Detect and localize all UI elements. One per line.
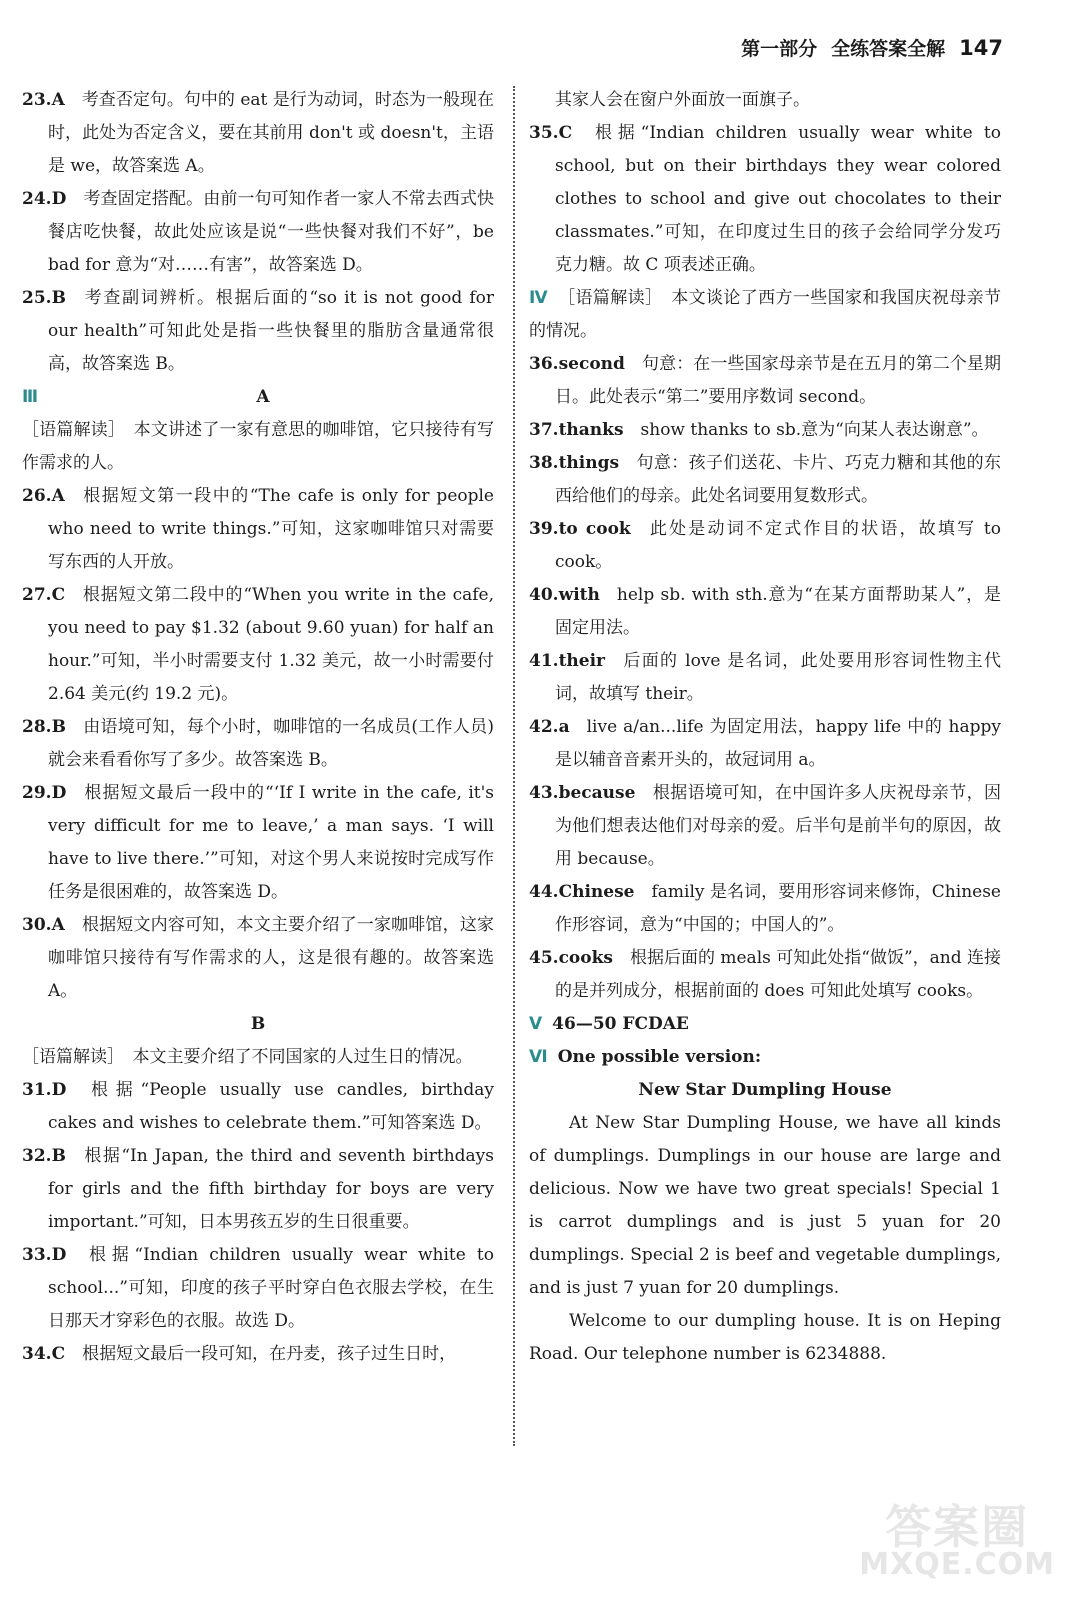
answer-item	[529, 645, 1001, 711]
answer-number: 42.a	[529, 717, 570, 737]
section-3-numeral: Ⅲ	[22, 387, 39, 407]
section-6-numeral: Ⅵ	[529, 1047, 548, 1067]
answer-explanation: 句意：孩子们送花、卡片、巧克力糖和其他的东西给他们的母亲。此处名词要用复数形式。	[555, 453, 1001, 506]
left-column	[22, 84, 494, 1371]
answer-number: 24.D	[22, 189, 67, 209]
section-5-numeral: Ⅴ	[529, 1014, 543, 1034]
answer-number: 23.A	[22, 90, 65, 110]
passage-b-intro: ［语篇解读］ 本文主要介绍了不同国家的人过生日的情况。	[22, 1047, 473, 1067]
answer-explanation: 后面的 love 是名词，此处要用形容词性物主代词，故填写 their。	[555, 651, 1001, 704]
answer-number: 34.C	[22, 1344, 66, 1364]
answer-explanation: 根据“Indian children usually wear white to school...”可知，印度的孩子平时穿白色衣服去学校，在生日那天才穿彩色的衣服。故选 D。	[48, 1245, 494, 1331]
answer-explanation: 此处是动词不定式作目的状语，故填写 to cook。	[555, 519, 1001, 572]
answer-explanation: 根据“In Japan, the third and seventh birthdays for girls and the fifth birthday for boys are very important.”可知，日本男孩五岁的生日很重要。	[48, 1146, 494, 1232]
answer-item	[529, 579, 1001, 645]
answer-list	[529, 117, 1001, 282]
answer-number: 38.things	[529, 453, 620, 473]
answer-item	[22, 84, 494, 183]
answer-list	[529, 348, 1001, 1008]
essay-paragraph: At New Star Dumpling House, we have all kinds of dumplings. Dumplings in our house are large and delicious. Now we have two great specials! Special 1 is carrot dumplings and is just 5 yuan for 20 dumplings. Special 2 is beef and vegetable dumplings, and is just 7 yuan for 20 dumplings.	[529, 1113, 1001, 1298]
watermark-text: 答案圈	[885, 1500, 1030, 1554]
answer-item	[22, 183, 494, 282]
answer-explanation: 根据后面的 meals 可知此处指“做饭”，and 连接的是并列成分，根据前面的 does 可知此处填写 cooks。	[555, 948, 1002, 1001]
answer-explanation: 句意：在一些国家母亲节是在五月的第二个星期日。此处表示“第二”要用序数词 second。	[555, 354, 1001, 407]
answer-number: 31.D	[22, 1080, 67, 1100]
page-number: 147	[959, 36, 1003, 60]
watermark-url: MXQE.COM	[859, 1547, 1055, 1582]
answer-number: 39.to cook	[529, 519, 631, 539]
answer-item	[22, 480, 494, 579]
answer-number: 36.second	[529, 354, 625, 374]
section-4-numeral: Ⅳ	[529, 288, 549, 308]
answer-explanation: live a/an...life 为固定用法，happy life 中的 happy 是以辅音音素开头的，故冠词用 a。	[555, 717, 1001, 770]
answer-explanation: family 是名词，要用形容词来修饰，Chinese 作形容词，意为“中国的；中国人的”。	[555, 882, 1001, 935]
answer-item	[529, 711, 1001, 777]
answer-item	[529, 117, 1001, 282]
answer-number: 37.thanks	[529, 420, 624, 440]
answer-number: 25.B	[22, 288, 66, 308]
answer-item	[529, 414, 1001, 447]
answer-number: 40.with	[529, 585, 600, 605]
section-5	[529, 1008, 1001, 1041]
header-section: 第一部分	[741, 38, 818, 60]
answer-explanation: 考查固定搭配。由前一句可知作者一家人不常去西式快餐店吃快餐，故此处应该是说“一些快餐对我们不好”，be bad for 意为“对……有害”，故答案选 D。	[48, 189, 494, 275]
section-6	[529, 1041, 1001, 1074]
answer-explanation: 考查副词辨析。根据后面的“so it is not good for our health”可知此处是指一些快餐里的脂肪含量通常很高，故答案选 B。	[48, 288, 494, 374]
answer-number: 35.C	[529, 123, 573, 143]
answer-explanation: 根据短文内容可知，本文主要介绍了一家咖啡馆，这家咖啡馆只接待有写作需求的人，这是很有趣的。故答案选 A。	[48, 915, 494, 1001]
answer-number: 44.Chinese	[529, 882, 635, 902]
answer-number: 41.their	[529, 651, 606, 671]
answer-item	[529, 942, 1001, 1008]
continued-text: 其家人会在窗户外面放一面旗子。	[555, 90, 810, 110]
answer-explanation: 考查否定句。句中的 eat 是行为动词，时态为一般现在时，此处为否定含义，要在其前用 don't 或 doesn't，主语是 we，故答案选 A。	[48, 90, 494, 176]
answer-list	[22, 1074, 494, 1371]
answer-item	[22, 282, 494, 381]
answer-explanation: 根据短文第一段中的“The cafe is only for people who need to write things.”可知，这家咖啡馆只对需要写东西的人开放。	[48, 486, 494, 572]
answer-number: 32.B	[22, 1146, 66, 1166]
essay-title: New Star Dumpling House	[638, 1080, 892, 1100]
answer-number: 30.A	[22, 915, 65, 935]
section-3-heading	[22, 381, 494, 414]
answer-number: 33.D	[22, 1245, 67, 1265]
answer-item	[22, 1338, 494, 1371]
answer-explanation: help sb. with sth.意为“在某方面帮助某人”，是固定用法。	[555, 585, 1001, 638]
passage-b-label: B	[250, 1014, 266, 1034]
answer-item	[22, 909, 494, 1008]
answer-explanation: 根据“People usually use candles, birthday cakes and wishes to celebrate them.”可知答案选 D。	[48, 1080, 494, 1133]
section-6-label: One possible version:	[557, 1047, 762, 1067]
section-4-intro: ［语篇解读］ 本文谈论了西方一些国家和我国庆祝母亲节的情况。	[529, 288, 1001, 341]
answer-item	[529, 513, 1001, 579]
answer-item	[22, 777, 494, 909]
section-5-answer: 46—50 FCDAE	[552, 1014, 689, 1034]
answer-explanation: 根据短文最后一段中的“‘If I write in the cafe, it's very difficult for me to leave,’ a man says. ‘I will have to live there.’”可知，对这个男人来说按时完成写作任务是很困难的，故答案选 D。	[48, 783, 494, 902]
answer-number: 28.B	[22, 717, 66, 737]
header-title: 全练答案全解	[831, 38, 946, 60]
answer-number: 27.C	[22, 585, 66, 605]
passage-a-intro: ［语篇解读］ 本文讲述了一家有意思的咖啡馆，它只接待有写作需求的人。	[22, 420, 494, 473]
watermark-logo	[859, 1500, 1055, 1582]
answer-item	[22, 1140, 494, 1239]
answer-item	[529, 447, 1001, 513]
answer-list	[22, 480, 494, 1008]
column-divider	[513, 86, 515, 1446]
answer-explanation: show thanks to sb.意为“向某人表达谢意”。	[640, 420, 989, 440]
answer-explanation: 根据“Indian children usually wear white to school, but on their birthdays they wear colored clothes to school and give out chocolates to their classmates.”可知，在印度过生日的孩子会给同学分发巧克力糖。故 C 项表述正确。	[555, 123, 1001, 275]
answer-item	[529, 876, 1001, 942]
answer-item	[22, 711, 494, 777]
answer-item	[22, 1074, 494, 1140]
answer-explanation: 由语境可知，每个小时，咖啡馆的一名成员(工作人员)就会来看看你写了多少。故答案选 B。	[48, 717, 494, 770]
answer-item	[22, 579, 494, 711]
answer-explanation: 根据短文最后一段可知，在丹麦，孩子过生日时，	[82, 1344, 457, 1364]
section-4-heading	[529, 282, 1001, 348]
answer-item	[22, 1239, 494, 1338]
essay-paragraph: Welcome to our dumpling house. It is on Heping Road. Our telephone number is 6234888.	[529, 1311, 1001, 1364]
answer-number: 45.cooks	[529, 948, 613, 968]
answer-item	[529, 777, 1001, 876]
answer-list	[22, 84, 494, 381]
answer-number: 26.A	[22, 486, 65, 506]
passage-a-label: A	[256, 387, 270, 407]
answer-number: 29.D	[22, 783, 67, 803]
answer-explanation: 根据语境可知，在中国许多人庆祝母亲节，因为他们想表达他们对母亲的爱。后半句是前半句的原因，故用 because。	[555, 783, 1001, 869]
right-column	[529, 84, 1001, 1371]
answer-item	[529, 348, 1001, 414]
answer-explanation: 根据短文第二段中的“When you write in the cafe, you need to pay $1.32 (about 9.60 yuan) for half an hour.”可知，半小时需要支付 1.32 美元，故一小时需要付 2.64 美元(约 19.2 元)。	[48, 585, 494, 704]
page-header	[741, 34, 1003, 61]
answer-number: 43.because	[529, 783, 636, 803]
